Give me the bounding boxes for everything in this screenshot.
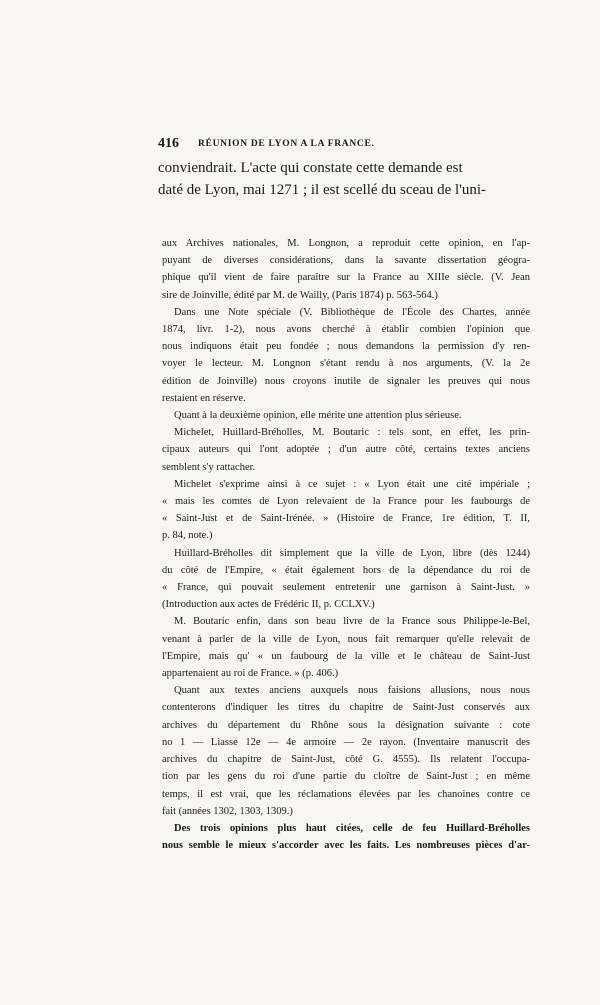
footnote-line: Dans une Note spéciale (V. Bibliothèque de l'École des Chartes, année <box>174 306 530 318</box>
footnote-paragraph <box>162 820 530 854</box>
footnote-line: no 1 — Liasse 12e — 4e armoire — 2e rayon. (Inventaire manuscrit des <box>162 736 530 748</box>
footnote-paragraph <box>162 613 530 682</box>
footnote-line: M. Boutaric enfin, dans son beau livre de la France sous Philippe-le-Bel, <box>174 616 530 628</box>
footnote-line: Michelet, Huillard-Bréholles, M. Boutaric : tels sont, en effet, les prin- <box>174 427 530 439</box>
footnote-paragraph <box>162 682 530 820</box>
footnote-line: appartenaient au roi de France. » (p. 406.) <box>162 668 339 680</box>
footnote-line: archives du chapitre de Saint-Just, côté G. 4555). Ils relatent l'occupa- <box>162 754 530 766</box>
footnote-line: « mais les comtes de Lyon relevaient de la France pour les faubourgs de <box>162 496 530 508</box>
footnote-line: voyer le lecteur. M. Longnon s'étant rendu à nos arguments, (V. la 2e <box>162 358 530 370</box>
footnote-line: tion par les gens du roi d'une partie du cloître de Saint-Just ; en même <box>162 771 530 783</box>
footnote-line: venant à parler de la ville de Lyon, nous fait remarquer qu'elle relevait de <box>162 633 530 645</box>
footnote-paragraph <box>162 545 530 614</box>
footnote-paragraph <box>162 424 530 476</box>
footnote-line: restaient en réserve. <box>162 392 246 404</box>
footnote-line: édition de Joinville) nous croyons inutile de signaler les preuves qui nous <box>162 375 530 387</box>
footnote-line: (Introduction aux actes de Frédéric II, p. CCLXV.) <box>162 599 375 611</box>
footnote-line: semblent s'y rattacher. <box>162 461 256 473</box>
footnote-paragraph <box>162 304 530 407</box>
footnote-line: Michelet s'exprime ainsi à ce sujet : « Lyon était une cité impériale ; <box>174 478 530 490</box>
footnote-paragraph <box>162 407 530 424</box>
main-text <box>158 157 530 201</box>
footnote-line: du côté de l'Empire, « était également hors de la dépendance du roi de <box>162 564 530 576</box>
footnote-line: Quant aux textes anciens auxquels nous faisions allusions, nous nous <box>174 685 530 697</box>
footnote-line: « Saint-Just et de Saint-Irénée. » (Histoire de France, 1re édition, T. II, <box>162 513 530 525</box>
footnote-line: Huillard-Bréholles dit simplement que la ville de Lyon, libre (dès 1244) <box>174 547 530 559</box>
footnote-line: sire de Joinville, édité par M. de Wailly, (Paris 1874) p. 563-564.) <box>162 289 438 301</box>
footnote-paragraph <box>162 235 530 304</box>
footnote-paragraph <box>162 476 530 545</box>
footnote-line: cipaux auteurs qui l'ont adoptée ; d'un autre côté, certains textes anciens <box>162 444 530 456</box>
footnote-line: phique qu'il vient de faire paraître sur la France au XIIIe siècle. (V. Jean <box>162 272 530 284</box>
footnote-line: puyant de diverses considérations, dans la savante dissertation géogra- <box>162 255 530 267</box>
footnote-line: fait (années 1302, 1303, 1309.) <box>162 805 293 817</box>
footnote-line: l'Empire, mais qu' « un faubourg de la ville et le château de Saint-Just <box>162 650 530 662</box>
footnote-line: aux Archives nationales, M. Longnon, a reproduit cette opinion, en l'ap- <box>162 238 530 249</box>
footnote-line: « France, qui pouvait seulement entretenir une garnison à Saint-Just. » <box>162 582 530 594</box>
main-text-line: conviendrait. L'acte qui constate cette demande est <box>158 160 463 176</box>
running-title: RÉUNION DE LYON A LA FRANCE. <box>198 139 375 149</box>
footnotes <box>162 235 530 854</box>
page-number: 416 <box>158 136 179 151</box>
footnote-line: nous indiquons était peu fondée ; nous demandons la permission d'y ren- <box>162 341 530 353</box>
footnote-line: nous semble le mieux s'accorder avec les faits. Les nombreuses pièces d'ar- <box>162 840 530 852</box>
footnote-line: Quant à la deuxième opinion, elle mérite une attention plus sérieuse. <box>174 410 462 422</box>
footnote-line: 1874, livr. 1-2), nous avons cherché à établir combien l'opinion que <box>162 324 530 336</box>
footnote-line: Des trois opinions plus haut citées, celle de feu Huillard-Bréholles <box>174 822 530 834</box>
footnote-line: contenterons d'indiquer les titres du chapitre de Saint-Just conservés aux <box>162 702 530 714</box>
main-text-line: daté de Lyon, mai 1271 ; il est scellé du sceau de l'uni- <box>158 182 487 198</box>
footnote-line: p. 84, note.) <box>162 530 213 542</box>
footnote-line: temps, il est vrai, que les réclamations élevées par les chanoines contre ce <box>162 788 530 800</box>
footnote-line: archives du département du Rhône sous la désignation suivante : cote <box>162 719 530 731</box>
